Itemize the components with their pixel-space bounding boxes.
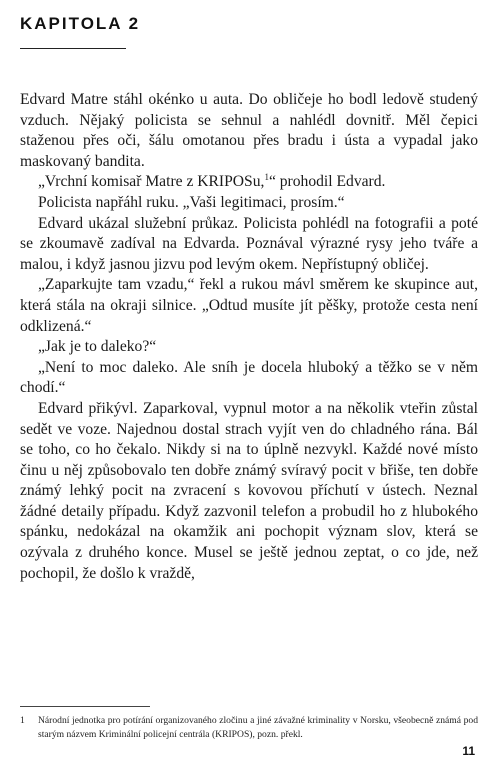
body-text [20,90,478,584]
paragraph: „Zaparkujte tam vzadu,“ řekl a rukou mávl směrem ke skupince aut, která stála na okraji silnice. „Odtud musíte jít pěšky, protože cesta není odklizená.“ [20,276,478,335]
footnote-text: Národní jednotka pro potírání organizovaného zločinu a jiné závažné kriminality v Norsku, všeobecně známá pod starým názvem Kriminální policejní centrála (KRIPOS), pozn. překl. [38,715,478,740]
footnote-reference: 1 [264,172,269,183]
footnote-divider [20,706,150,707]
paragraph-text: „Vrchní komisař Matre z KRIPOSu, [38,173,265,191]
paragraph: „Není to moc daleko. Ale sníh je docela hluboký a těžko se v něm chodí.“ [20,358,478,397]
paragraph: Edvard Matre stáhl okénko u auta. Do obličeje ho bodl ledově studený vzduch. Nějaký policista se sehnul a nahlédl dovnitř. Měl čepici staženou přes oči, šálu omotanou přes bradu i ústa a vypadal jako maskovaný bandita. [20,91,478,170]
chapter-heading: KAPITOLA 2 [20,14,141,33]
paragraph: Edvard přikývl. Zaparkoval, vypnul motor a na několik vteřin zůstal sedět ve voze. Najednou dostal strach vyjít ven do chladného rána. Bál se toho, co ho čekalo. Nikdy si na to úplně nezvykl. Každé nové místo činu u něj způsobovalo ten dobře známý svíravý pocit v břiše, ten dobře známý lehký pocit na zvracení s kovovou příchutí v ústech. Neznal žádné detaily případu. Když zazvonil telefon a probudil ho z hlubokého spánku, nedokázal na okamžik ani pochopit význam slov, která se ozývala z druhého konce. Musel se ještě jednou zeptat, o co jde, než pochopil, že došlo k vraždě, [20,399,478,582]
chapter-divider [20,48,126,49]
paragraph: „Jak je to daleko?“ [38,338,157,356]
footnote-number: 1 [20,715,25,726]
paragraph: Policista napřáhl ruku. „Vaši legitimaci, prosím.“ [38,193,345,211]
paragraph-text: “ prohodil Edvard. [268,173,386,191]
footnote [20,714,478,742]
paragraph: Edvard ukázal služební průkaz. Policista pohlédl na fotografii a poté se zkoumavě zadíval na Edvarda. Poznával výrazné rysy jeho tváře a malou, i když jasnou jizvu pod levým okem. Nepřístupný obličej. [20,214,478,273]
page-number: 11 [462,744,475,758]
paragraph [20,172,478,193]
